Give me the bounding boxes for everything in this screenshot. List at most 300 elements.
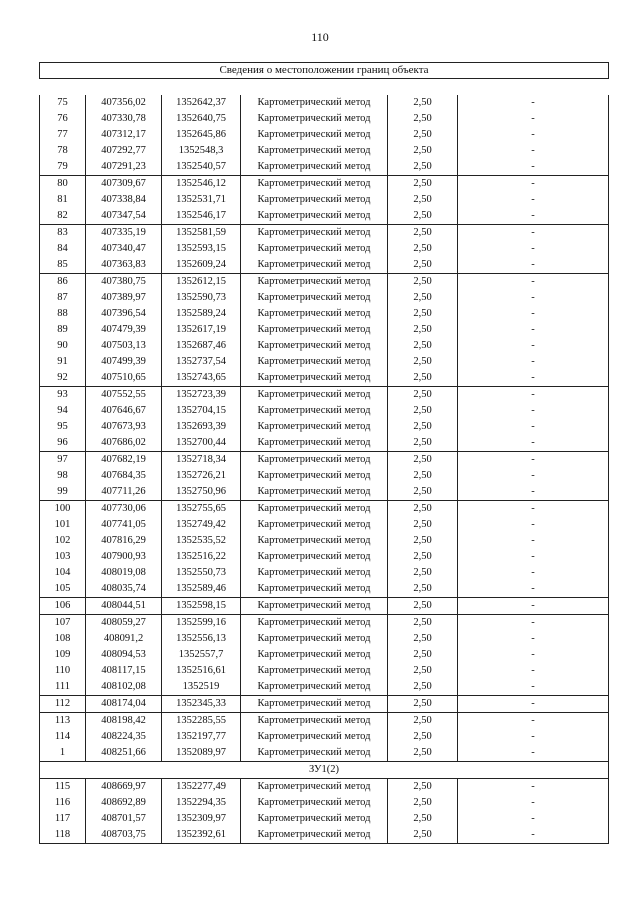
coord-x: 408224,35 [86, 729, 162, 745]
coord-x: 408059,27 [86, 615, 162, 632]
accuracy-cell: 2,50 [388, 95, 458, 111]
accuracy-cell: 2,50 [388, 598, 458, 615]
method-cell: Картометрический метод [241, 387, 388, 404]
table-row [40, 713, 609, 730]
table-row [40, 176, 609, 193]
point-number: 80 [40, 176, 86, 193]
point-number: 94 [40, 403, 86, 419]
note-cell: - [458, 484, 609, 501]
method-cell: Картометрический метод [241, 615, 388, 632]
point-number: 108 [40, 631, 86, 647]
accuracy-cell: 2,50 [388, 647, 458, 663]
point-number: 1 [40, 745, 86, 762]
point-number: 111 [40, 679, 86, 696]
coord-y: 1352556,13 [162, 631, 241, 647]
coord-y: 1352540,57 [162, 159, 241, 176]
note-cell: - [458, 501, 609, 518]
point-number: 79 [40, 159, 86, 176]
note-cell: - [458, 452, 609, 469]
point-number: 91 [40, 354, 86, 370]
table-row [40, 795, 609, 811]
note-cell: - [458, 779, 609, 796]
accuracy-cell: 2,50 [388, 517, 458, 533]
point-number: 97 [40, 452, 86, 469]
section-row [40, 762, 609, 779]
method-cell: Картометрический метод [241, 713, 388, 730]
accuracy-cell: 2,50 [388, 208, 458, 225]
coord-x: 408669,97 [86, 779, 162, 796]
table-row [40, 95, 609, 111]
table-row [40, 779, 609, 796]
note-cell: - [458, 696, 609, 713]
point-number: 75 [40, 95, 86, 111]
point-number: 87 [40, 290, 86, 306]
table-row [40, 501, 609, 518]
accuracy-cell: 2,50 [388, 241, 458, 257]
table-caption: Сведения о местоположении границ объекта [40, 63, 609, 79]
coord-y: 1352640,75 [162, 111, 241, 127]
coord-x: 408692,89 [86, 795, 162, 811]
table-row [40, 631, 609, 647]
coord-x: 407338,84 [86, 192, 162, 208]
point-number: 117 [40, 811, 86, 827]
note-cell: - [458, 354, 609, 370]
boundary-coordinates-table [39, 62, 609, 844]
accuracy-cell: 2,50 [388, 192, 458, 208]
table-row [40, 468, 609, 484]
note-cell: - [458, 95, 609, 111]
coord-x: 408035,74 [86, 581, 162, 598]
spacer-row [40, 79, 609, 96]
point-number: 112 [40, 696, 86, 713]
note-cell: - [458, 581, 609, 598]
coord-y: 1352550,73 [162, 565, 241, 581]
point-number: 106 [40, 598, 86, 615]
method-cell: Картометрический метод [241, 729, 388, 745]
note-cell: - [458, 306, 609, 322]
coord-y: 1352737,54 [162, 354, 241, 370]
table-row [40, 338, 609, 354]
section-title: ЗУ1(2) [40, 762, 609, 779]
coord-y: 1352548,3 [162, 143, 241, 159]
table-row [40, 647, 609, 663]
point-number: 76 [40, 111, 86, 127]
method-cell: Картометрический метод [241, 306, 388, 322]
accuracy-cell: 2,50 [388, 549, 458, 565]
coord-y: 1352516,61 [162, 663, 241, 679]
method-cell: Картометрический метод [241, 176, 388, 193]
method-cell: Картометрический метод [241, 452, 388, 469]
point-number: 84 [40, 241, 86, 257]
note-cell: - [458, 647, 609, 663]
accuracy-cell: 2,50 [388, 745, 458, 762]
coord-x: 407291,23 [86, 159, 162, 176]
accuracy-cell: 2,50 [388, 322, 458, 338]
table-row [40, 274, 609, 291]
method-cell: Картометрический метод [241, 811, 388, 827]
table-row [40, 452, 609, 469]
coord-x: 407741,05 [86, 517, 162, 533]
method-cell: Картометрический метод [241, 647, 388, 663]
note-cell: - [458, 435, 609, 452]
accuracy-cell: 2,50 [388, 127, 458, 143]
method-cell: Картометрический метод [241, 795, 388, 811]
method-cell: Картометрический метод [241, 598, 388, 615]
table-row [40, 811, 609, 827]
coord-x: 407682,19 [86, 452, 162, 469]
note-cell: - [458, 419, 609, 435]
note-cell: - [458, 127, 609, 143]
coord-x: 408701,57 [86, 811, 162, 827]
coord-x: 407503,13 [86, 338, 162, 354]
point-number: 85 [40, 257, 86, 274]
coord-y: 1352642,37 [162, 95, 241, 111]
coord-x: 407347,54 [86, 208, 162, 225]
point-number: 89 [40, 322, 86, 338]
point-number: 102 [40, 533, 86, 549]
coord-y: 1352723,39 [162, 387, 241, 404]
coord-y: 1352693,39 [162, 419, 241, 435]
coord-x: 407479,39 [86, 322, 162, 338]
method-cell: Картометрический метод [241, 143, 388, 159]
coord-y: 1352687,46 [162, 338, 241, 354]
note-cell: - [458, 143, 609, 159]
note-cell: - [458, 387, 609, 404]
table-row [40, 322, 609, 338]
coord-x: 407900,93 [86, 549, 162, 565]
note-cell: - [458, 663, 609, 679]
coord-y: 1352726,21 [162, 468, 241, 484]
coord-y: 1352546,17 [162, 208, 241, 225]
note-cell: - [458, 274, 609, 291]
table-row [40, 484, 609, 501]
note-cell: - [458, 176, 609, 193]
point-number: 114 [40, 729, 86, 745]
accuracy-cell: 2,50 [388, 338, 458, 354]
note-cell: - [458, 533, 609, 549]
method-cell: Картометрический метод [241, 370, 388, 387]
note-cell: - [458, 631, 609, 647]
note-cell: - [458, 565, 609, 581]
table-row [40, 549, 609, 565]
note-cell: - [458, 225, 609, 242]
method-cell: Картометрический метод [241, 435, 388, 452]
coord-x: 407356,02 [86, 95, 162, 111]
table-row [40, 696, 609, 713]
point-number: 86 [40, 274, 86, 291]
accuracy-cell: 2,50 [388, 615, 458, 632]
point-number: 98 [40, 468, 86, 484]
point-number: 107 [40, 615, 86, 632]
table-row [40, 615, 609, 632]
coord-x: 407499,39 [86, 354, 162, 370]
point-number: 113 [40, 713, 86, 730]
coord-x: 407292,77 [86, 143, 162, 159]
table-row [40, 257, 609, 274]
point-number: 115 [40, 779, 86, 796]
accuracy-cell: 2,50 [388, 827, 458, 844]
accuracy-cell: 2,50 [388, 795, 458, 811]
point-number: 77 [40, 127, 86, 143]
table-row [40, 241, 609, 257]
method-cell: Картометрический метод [241, 517, 388, 533]
coord-y: 1352743,65 [162, 370, 241, 387]
coord-y: 1352704,15 [162, 403, 241, 419]
table-row [40, 370, 609, 387]
accuracy-cell: 2,50 [388, 274, 458, 291]
point-number: 99 [40, 484, 86, 501]
table-row [40, 663, 609, 679]
accuracy-cell: 2,50 [388, 435, 458, 452]
method-cell: Картометрический метод [241, 581, 388, 598]
coord-x: 407684,35 [86, 468, 162, 484]
method-cell: Картометрический метод [241, 127, 388, 143]
coord-y: 1352700,44 [162, 435, 241, 452]
coord-x: 408174,04 [86, 696, 162, 713]
coord-x: 407389,97 [86, 290, 162, 306]
note-cell: - [458, 338, 609, 354]
accuracy-cell: 2,50 [388, 111, 458, 127]
coord-x: 407646,67 [86, 403, 162, 419]
method-cell: Картометрический метод [241, 419, 388, 435]
coord-y: 1352589,46 [162, 581, 241, 598]
table-row [40, 729, 609, 745]
point-number: 93 [40, 387, 86, 404]
table-row [40, 581, 609, 598]
coord-x: 407711,26 [86, 484, 162, 501]
coord-y: 1352755,65 [162, 501, 241, 518]
note-cell: - [458, 290, 609, 306]
method-cell: Картометрический метод [241, 95, 388, 111]
point-number: 90 [40, 338, 86, 354]
method-cell: Картометрический метод [241, 565, 388, 581]
table-row [40, 208, 609, 225]
accuracy-cell: 2,50 [388, 779, 458, 796]
method-cell: Картометрический метод [241, 533, 388, 549]
accuracy-cell: 2,50 [388, 387, 458, 404]
method-cell: Картометрический метод [241, 354, 388, 370]
method-cell: Картометрический метод [241, 679, 388, 696]
accuracy-cell: 2,50 [388, 565, 458, 581]
accuracy-cell: 2,50 [388, 452, 458, 469]
note-cell: - [458, 811, 609, 827]
note-cell: - [458, 517, 609, 533]
table-row [40, 598, 609, 615]
coord-x: 407309,67 [86, 176, 162, 193]
coord-y: 1352345,33 [162, 696, 241, 713]
accuracy-cell: 2,50 [388, 713, 458, 730]
accuracy-cell: 2,50 [388, 290, 458, 306]
method-cell: Картометрический метод [241, 549, 388, 565]
accuracy-cell: 2,50 [388, 484, 458, 501]
note-cell: - [458, 208, 609, 225]
coord-y: 1352599,16 [162, 615, 241, 632]
table-row [40, 745, 609, 762]
accuracy-cell: 2,50 [388, 159, 458, 176]
method-cell: Картометрический метод [241, 745, 388, 762]
coord-y: 1352581,59 [162, 225, 241, 242]
point-number: 81 [40, 192, 86, 208]
point-number: 101 [40, 517, 86, 533]
note-cell: - [458, 598, 609, 615]
method-cell: Картометрический метод [241, 827, 388, 844]
point-number: 118 [40, 827, 86, 844]
note-cell: - [458, 549, 609, 565]
table-row [40, 387, 609, 404]
coord-x: 407552,55 [86, 387, 162, 404]
note-cell: - [458, 615, 609, 632]
method-cell: Картометрический метод [241, 338, 388, 354]
method-cell: Картометрический метод [241, 403, 388, 419]
note-cell: - [458, 679, 609, 696]
accuracy-cell: 2,50 [388, 533, 458, 549]
point-number: 105 [40, 581, 86, 598]
accuracy-cell: 2,50 [388, 679, 458, 696]
method-cell: Картометрический метод [241, 111, 388, 127]
coord-y: 1352612,15 [162, 274, 241, 291]
note-cell: - [458, 241, 609, 257]
point-number: 116 [40, 795, 86, 811]
coord-x: 408251,66 [86, 745, 162, 762]
accuracy-cell: 2,50 [388, 257, 458, 274]
point-number: 95 [40, 419, 86, 435]
point-number: 83 [40, 225, 86, 242]
note-cell: - [458, 159, 609, 176]
point-number: 110 [40, 663, 86, 679]
accuracy-cell: 2,50 [388, 631, 458, 647]
accuracy-cell: 2,50 [388, 354, 458, 370]
note-cell: - [458, 468, 609, 484]
table-row [40, 111, 609, 127]
method-cell: Картометрический метод [241, 663, 388, 679]
table-row [40, 533, 609, 549]
point-number: 88 [40, 306, 86, 322]
coord-y: 1352294,35 [162, 795, 241, 811]
point-number: 96 [40, 435, 86, 452]
method-cell: Картометрический метод [241, 322, 388, 338]
method-cell: Картометрический метод [241, 501, 388, 518]
table-row [40, 403, 609, 419]
coord-x: 407510,65 [86, 370, 162, 387]
coord-y: 1352535,52 [162, 533, 241, 549]
note-cell: - [458, 257, 609, 274]
accuracy-cell: 2,50 [388, 403, 458, 419]
method-cell: Картометрический метод [241, 225, 388, 242]
coord-y: 1352516,22 [162, 549, 241, 565]
coord-x: 408094,53 [86, 647, 162, 663]
table-row [40, 354, 609, 370]
point-number: 82 [40, 208, 86, 225]
accuracy-cell: 2,50 [388, 663, 458, 679]
method-cell: Картометрический метод [241, 468, 388, 484]
coord-y: 1352546,12 [162, 176, 241, 193]
coord-y: 1352593,15 [162, 241, 241, 257]
note-cell: - [458, 745, 609, 762]
coord-y: 1352309,97 [162, 811, 241, 827]
accuracy-cell: 2,50 [388, 581, 458, 598]
table-row [40, 827, 609, 844]
method-cell: Картометрический метод [241, 257, 388, 274]
accuracy-cell: 2,50 [388, 468, 458, 484]
method-cell: Картометрический метод [241, 290, 388, 306]
note-cell: - [458, 713, 609, 730]
coord-y: 1352589,24 [162, 306, 241, 322]
note-cell: - [458, 111, 609, 127]
accuracy-cell: 2,50 [388, 176, 458, 193]
coord-y: 1352285,55 [162, 713, 241, 730]
method-cell: Картометрический метод [241, 631, 388, 647]
note-cell: - [458, 322, 609, 338]
coord-y: 1352197,77 [162, 729, 241, 745]
note-cell: - [458, 827, 609, 844]
coord-y: 1352718,34 [162, 452, 241, 469]
point-number: 103 [40, 549, 86, 565]
coord-x: 407340,47 [86, 241, 162, 257]
method-cell: Картометрический метод [241, 192, 388, 208]
accuracy-cell: 2,50 [388, 370, 458, 387]
note-cell: - [458, 403, 609, 419]
coord-y: 1352645,86 [162, 127, 241, 143]
coord-y: 1352557,7 [162, 647, 241, 663]
coord-x: 407396,54 [86, 306, 162, 322]
accuracy-cell: 2,50 [388, 501, 458, 518]
coord-x: 407312,17 [86, 127, 162, 143]
note-cell: - [458, 795, 609, 811]
method-cell: Картометрический метод [241, 208, 388, 225]
method-cell: Картометрический метод [241, 696, 388, 713]
note-cell: - [458, 729, 609, 745]
point-number: 92 [40, 370, 86, 387]
coord-y: 1352277,49 [162, 779, 241, 796]
coord-x: 407673,93 [86, 419, 162, 435]
coord-x: 407730,06 [86, 501, 162, 518]
coord-x: 408198,42 [86, 713, 162, 730]
coord-x: 408102,08 [86, 679, 162, 696]
coord-x: 408091,2 [86, 631, 162, 647]
table-row [40, 225, 609, 242]
coord-y: 1352089,97 [162, 745, 241, 762]
coord-x: 407380,75 [86, 274, 162, 291]
note-cell: - [458, 192, 609, 208]
method-cell: Картометрический метод [241, 484, 388, 501]
point-number: 100 [40, 501, 86, 518]
coord-x: 408044,51 [86, 598, 162, 615]
accuracy-cell: 2,50 [388, 143, 458, 159]
accuracy-cell: 2,50 [388, 696, 458, 713]
point-number: 104 [40, 565, 86, 581]
table-row [40, 192, 609, 208]
coord-y: 1352598,15 [162, 598, 241, 615]
note-cell: - [458, 370, 609, 387]
coord-x: 407335,19 [86, 225, 162, 242]
coord-y: 1352749,42 [162, 517, 241, 533]
table-row [40, 679, 609, 696]
table-row [40, 127, 609, 143]
coord-y: 1352392,61 [162, 827, 241, 844]
coord-y: 1352609,24 [162, 257, 241, 274]
coord-y: 1352531,71 [162, 192, 241, 208]
coord-x: 407686,02 [86, 435, 162, 452]
coord-y: 1352519 [162, 679, 241, 696]
accuracy-cell: 2,50 [388, 419, 458, 435]
table-row [40, 290, 609, 306]
point-number: 109 [40, 647, 86, 663]
method-cell: Картометрический метод [241, 159, 388, 176]
table-row [40, 143, 609, 159]
coord-x: 407330,78 [86, 111, 162, 127]
coord-y: 1352750,96 [162, 484, 241, 501]
coord-y: 1352590,73 [162, 290, 241, 306]
